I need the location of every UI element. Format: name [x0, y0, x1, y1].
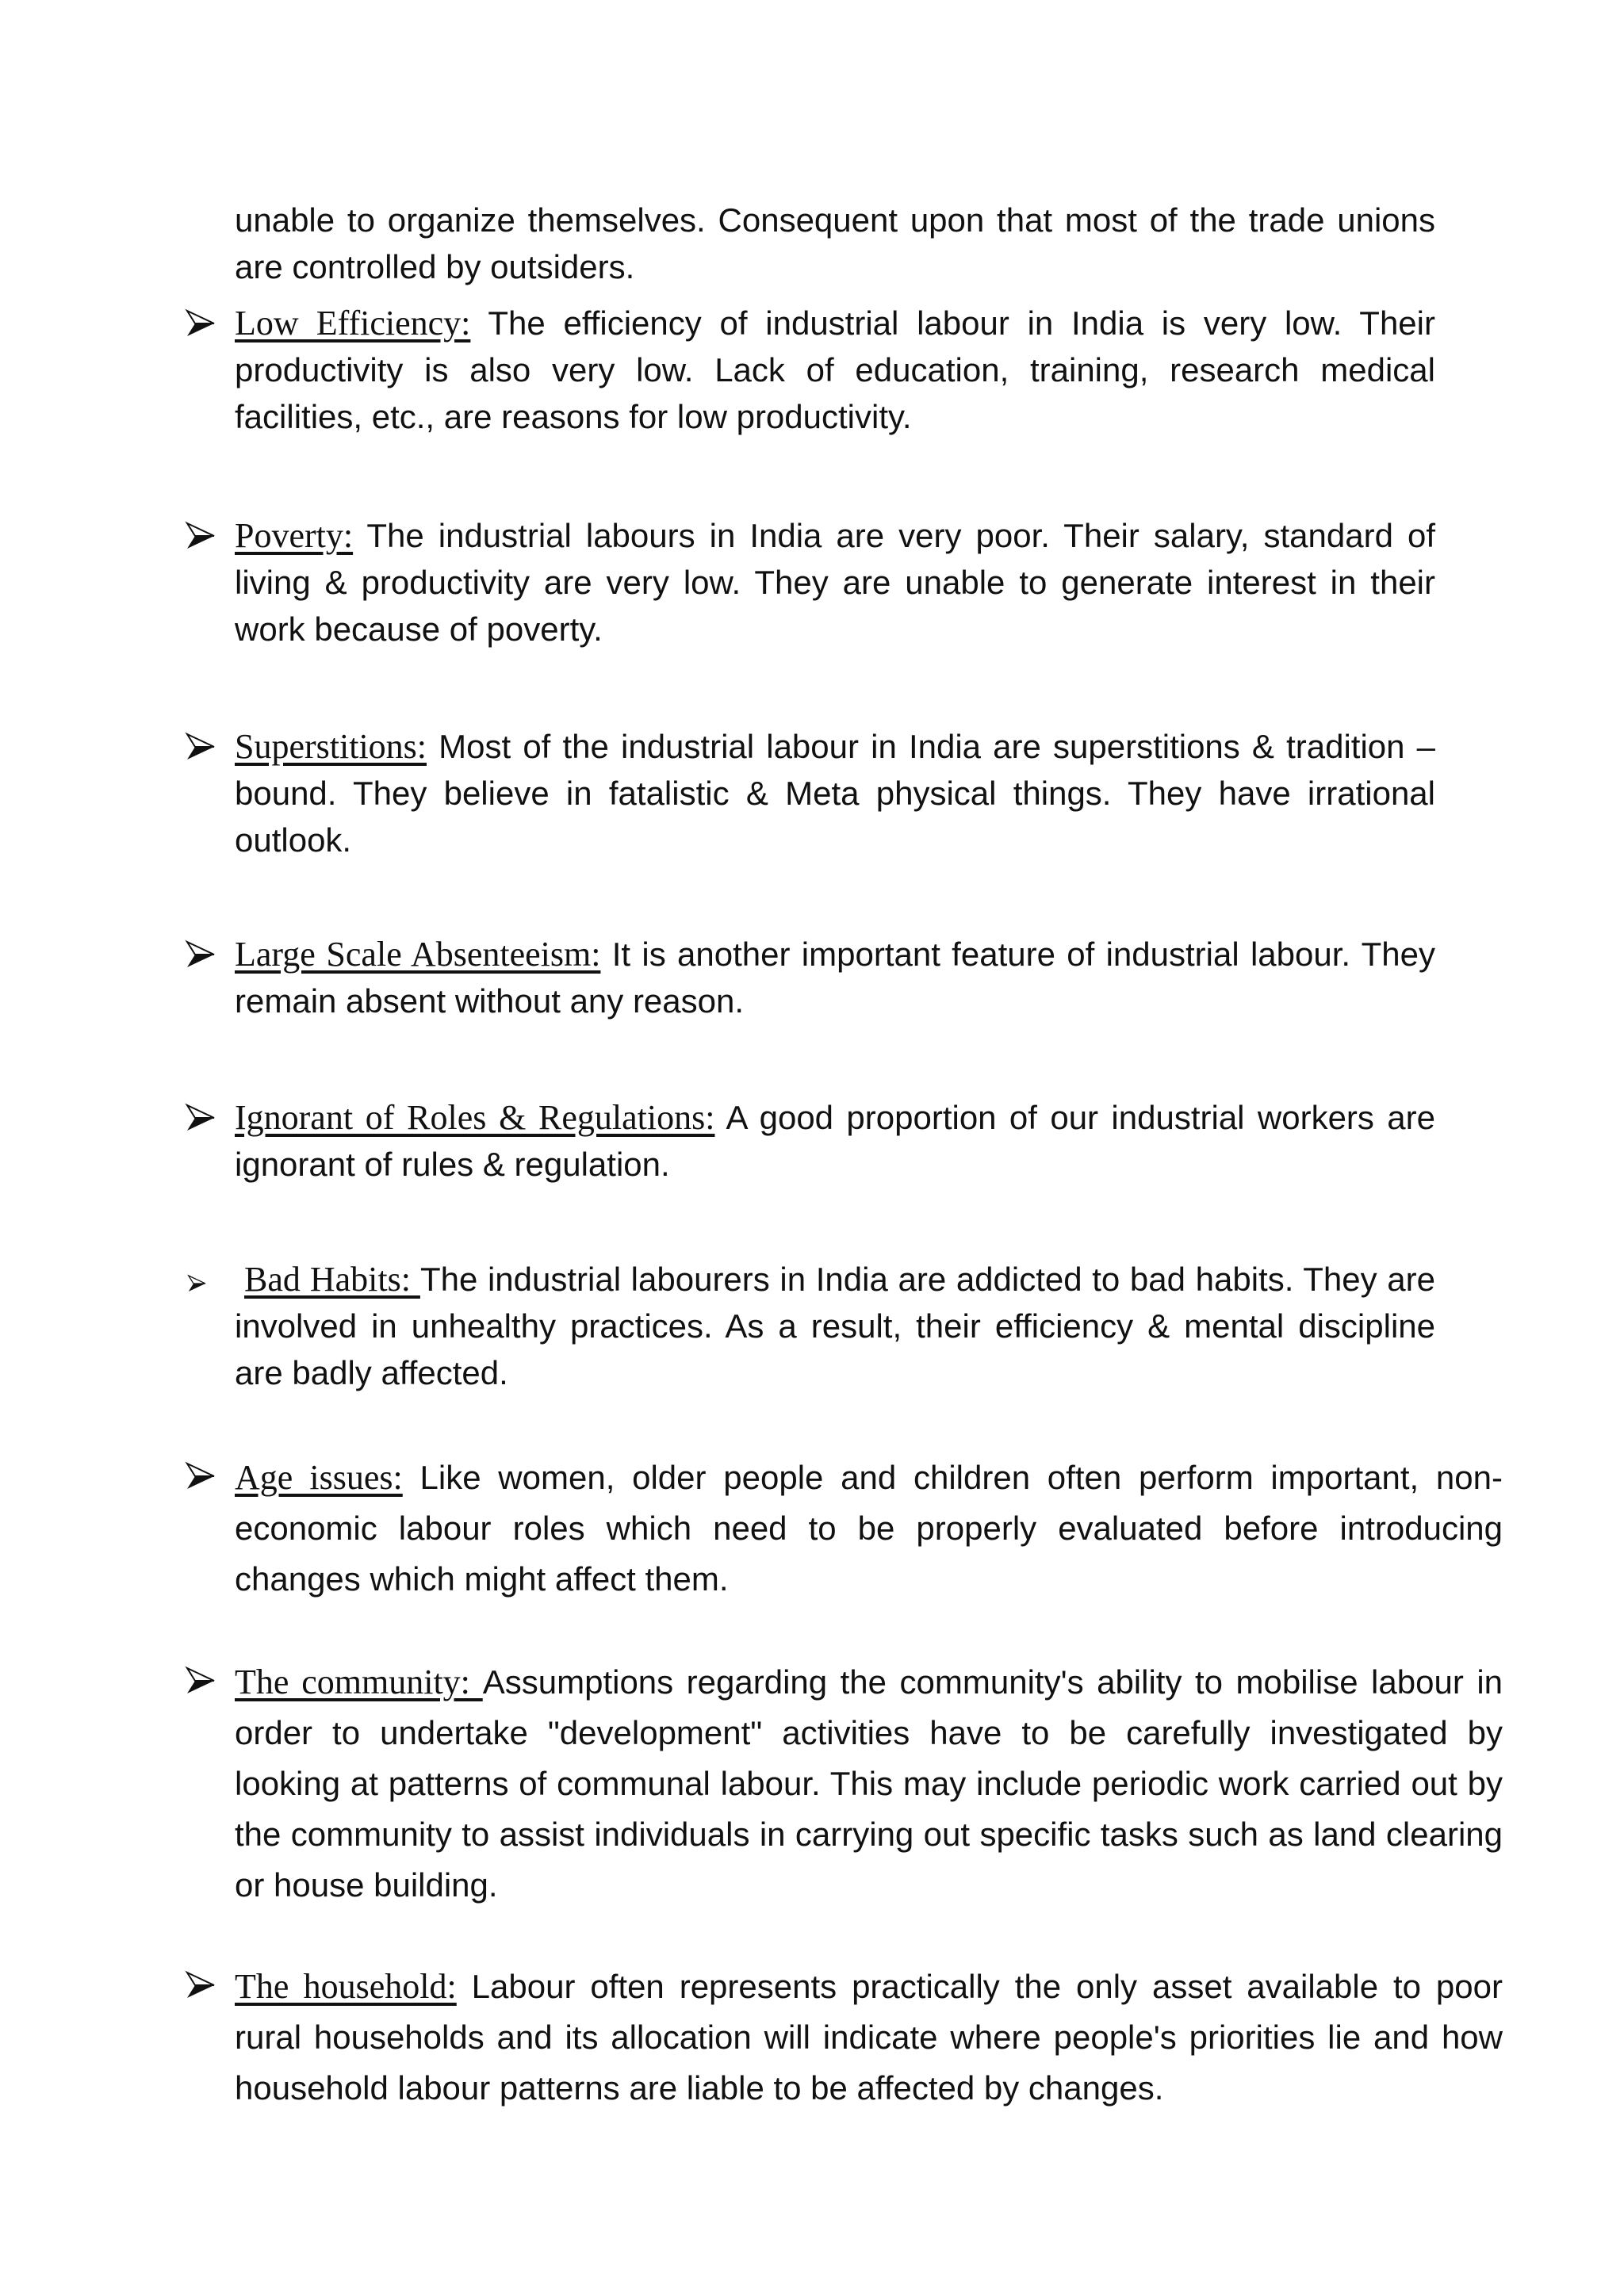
list-item-text [235, 1452, 1503, 1605]
list-item-body: The industrial labourers in India are addicted to bad habits. They are involved in unhealthy practices. As a result, their efficiency & mental discipline are badly affected. [235, 1261, 1435, 1391]
list-item-text [235, 931, 1435, 1024]
arrowhead-bullet-icon [182, 1099, 220, 1137]
list-item-body: Like women, older people and children often perform important, non-economic labour roles which need to be properly evaluated before introducing changes which might affect them. [235, 1459, 1503, 1598]
list-item-body: Assumptions regarding the community's ability to mobilise labour in order to undertake "development" activities have to be carefully investigated by looking at patterns of communal labour. This may include periodic work carried out by the community to assist individuals in carrying out specific tasks such as land clearing or house building. [235, 1663, 1503, 1904]
list-item-heading: Age issues: [235, 1458, 403, 1497]
list-item-body: Labour often represents practically the only asset available to poor rural households and its allocation will indicate where people's priorities lie and how household labour patterns are liable to be affected by changes. [235, 1968, 1503, 2107]
arrowhead-bullet-icon [182, 1966, 220, 2004]
list-item [182, 1452, 1503, 1605]
list-item-body: The efficiency of industrial labour in India is very low. Their productivity is also very low. Lack of education, training, research medical facilities, etc., are reasons for low productivity. [235, 304, 1435, 435]
list-item-text [235, 1256, 1435, 1396]
list-item [182, 1256, 1435, 1396]
list-item [182, 300, 1435, 440]
list-item-body: It is another important feature of industrial labour. They remain absent without any reason. [235, 936, 1435, 1020]
list-item-text [235, 723, 1435, 863]
list-item-heading: Ignorant of Roles & Regulations: [235, 1098, 715, 1137]
list-item [182, 723, 1435, 863]
list-item-heading: The community: [235, 1663, 483, 1701]
list-item-text [235, 1961, 1503, 2114]
list-item-heading: Bad Habits: [244, 1260, 420, 1299]
list-item-heading: Low Efficiency: [235, 304, 471, 342]
list-item [182, 1657, 1503, 1911]
list-item-heading: The household: [235, 1967, 457, 2006]
list-item-body: A good proportion of our industrial workers are ignorant of rules & regulation. [235, 1099, 1435, 1183]
list-item-body: Most of the industrial labour in India are superstitions & tradition – bound. They believe in fatalistic & Meta physical things. They have irrational outlook. [235, 728, 1435, 859]
arrowhead-bullet-icon [186, 1272, 209, 1295]
arrowhead-bullet-icon [182, 304, 220, 342]
intro-text: unable to organize themselves. Consequent upon that most of the trade unions are controlled by outsiders. [235, 201, 1435, 285]
list-item [182, 512, 1435, 652]
arrowhead-bullet-icon [182, 728, 220, 766]
list-item [182, 931, 1435, 1024]
list-item-heading: Large Scale Absenteeism: [235, 935, 601, 974]
list-item-text [235, 300, 1435, 440]
list-item [182, 1094, 1435, 1188]
list-item-heading: Superstitions: [235, 727, 427, 766]
arrowhead-bullet-icon [182, 517, 220, 555]
arrowhead-bullet-icon [182, 936, 220, 974]
list-item-body: The industrial labours in India are very poor. Their salary, standard of living & productivity are very low. They are unable to generate interest in their work because of poverty. [235, 517, 1435, 648]
list-item [182, 1961, 1503, 2114]
list-item-heading: Poverty: [235, 516, 354, 555]
list-item-text [235, 1094, 1435, 1188]
list-item-text [235, 512, 1435, 652]
arrowhead-bullet-icon [182, 1457, 220, 1495]
intro-paragraph [182, 197, 1435, 290]
list-item-text [235, 1657, 1503, 1911]
arrowhead-bullet-icon [182, 1662, 220, 1700]
